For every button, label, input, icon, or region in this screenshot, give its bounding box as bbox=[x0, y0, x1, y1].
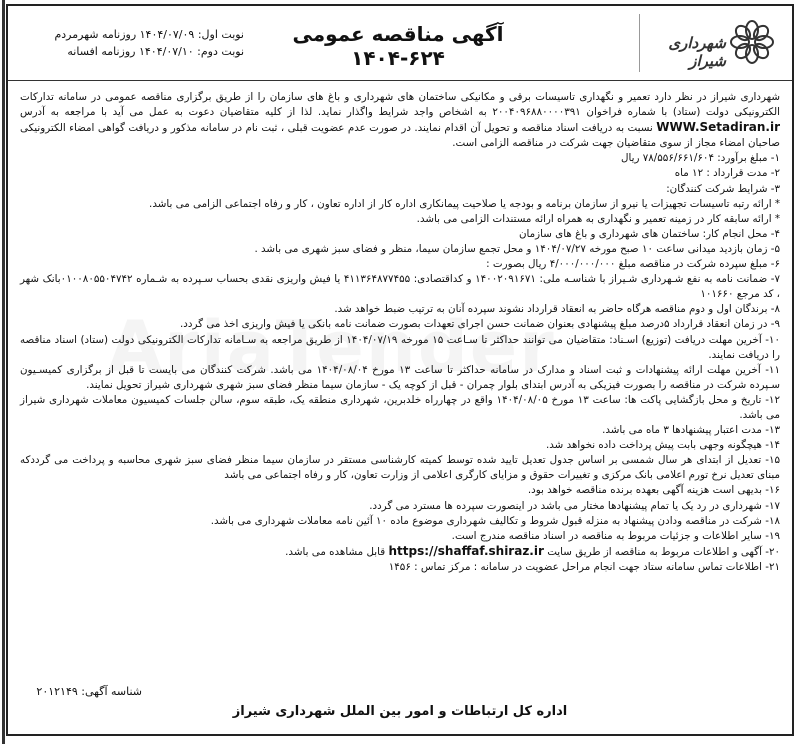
left-edge-rule bbox=[2, 0, 5, 744]
logo-text: شهرداری شیراز bbox=[668, 34, 726, 70]
item-17: ۱۷- شهرداری در رد یک یا تمام پیشنهادها مختار می باشد در اینصورت سپرده ها مسترد می گردد. bbox=[369, 499, 780, 512]
item-3: ۳- شرایط شرکت کنندگان: bbox=[666, 182, 780, 195]
notice-body bbox=[20, 90, 780, 575]
setadiran-link[interactable]: WWW.Setadiran.ir bbox=[656, 120, 780, 135]
item-9: ۹- در زمان انعقاد قرارداد ۵درصد مبلغ پیشنهادی بعنوان ضمانت حسن اجرای تعهدات بصورت ضمانت نامه بانکی یا فیش واریزی اخذ می گردد. bbox=[180, 318, 780, 331]
item-19: ۱۹- سایر اطلاعات و جزئیات مربوط به مناقصه در اسناد مناقصه مندرج است. bbox=[451, 529, 780, 542]
item-15: ۱۵- تعدیل از ابتدای هر سال شمسی بر اساس جدول تعدیل تایید شده توسط کمیته کارشناسی مستقر در سازمان سیما منظر فضای سبز شهری محاسبه و پرداخت می گرددکه مبنای تعدیل نرخ تورم اعلامی بانک مرکزی و تغییرات حقوق و مزایای کارگری اعلامی از وزارت تعاون، کار و رفاه اجتماعی می باشد bbox=[20, 454, 780, 482]
intro-paragraph: شهرداری شیراز در نظر دارد تعمیر و نگهداری تاسیسات برقی و مکانیکی ساختمان های شهرداری و باغ های سازمان را از طریق برگزاری مناقصه عمومی در سامانه تدارکات الکترونیکی دولت (ستاد) با شماره فراخوان ۲۰۰۴۰۹۶۸۸۰۰۰۰۳۹۱ به اشخاص واجد شرایط واگذار نماید. لذا از کلیه متقاضیان دعوت به عمل می آید با مراجعه به آدرس WWW.Setadiran.ir نسبت به دریافت اسناد مناقصه و تحویل آن اقدام نمایند. در صورت عدم عضویت قبلی ، ثبت نام در سامانه مذکور و دریافت گواهی امضاء الکترونیکی صاحبان امضاء مجاز از سوی متقاضیان جهت شرکت در مناقصه الزامی است. bbox=[20, 91, 780, 150]
shiraz-municipality-logo bbox=[639, 14, 780, 72]
item-21: ۲۱- اطلاعات تماس سامانه ستاد جهت انجام مراحل عضویت در سامانه : مرکز تماس : ۱۴۵۶ bbox=[388, 560, 780, 573]
item-6: ۶- مبلغ سپرده شرکت در مناقصه مبلغ ۴/۰۰۰/۰۰۰/۰۰۰ ریال بصورت : bbox=[486, 258, 780, 271]
item-4: ۴- محل انجام کار: ساختمان های شهرداری و باغ های سازمان bbox=[518, 227, 780, 240]
item-2: ۲- مدت قرارداد : ۱۲ ماه bbox=[674, 167, 780, 180]
item-14: ۱۴- هیچگونه وجهی بابت پیش پرداخت داده نخواهد شد. bbox=[545, 439, 780, 452]
item-11: ۱۱- آخرین مهلت ارائه پیشنهادات و ثبت اسناد و مدارک در سامانه حداکثر تا ساعت ۱۳ مورخ ۱۴۰۴/۰۸/۰۴ می باشد. شرکت کنندگان می بایست تا قبل از برگزاری کمیسـیون سـپرده شرکت در مناقصه را بصورت فیزیکی به آدرس ابتدای بلوار چمران - قبل از کوچه یک - سازمان سیما منظر فضای سبز شهری شهرداری شیراز تحویل نمایند. bbox=[20, 363, 780, 391]
item-12: ۱۲- تاریخ و محل بازگشایی پاکت ها: ساعت ۱۳ مورخ ۱۴۰۴/۰۸/۰۵ واقع در چهارراه خلدبرین، شهرداری منطقه یک، طبقه سوم، سالن جلسات کمیسیون معاملات شهرداری شیراز می باشد. bbox=[20, 393, 780, 421]
item-20: ۲۰- آگهی و اطلاعات مربوط به مناقصه از طریق سایت https://shaffaf.shiraz.ir قابل مشاهده می باشد. bbox=[285, 543, 780, 558]
item-8: ۸- برندگان اول و دوم مناقصه هرگاه حاضر به انعقاد قرارداد نشوند سپرده آنان به ترتیب ضبط خواهد شد. bbox=[334, 303, 780, 316]
notice-title: آگهی مناقصه عمومی ۶۲۴-۱۴۰۴ bbox=[292, 22, 504, 70]
item-7: ۷- ضمانت نامه به نفع شـهرداری شـیراز با شناسـه ملی: ۱۴۰۰۲۰۹۱۶۷۱ و کداقتصادی: ۴۱۱۳۶۴۸۷۷۴۵۵ یا فیش واریزی نقدی بحساب سـپرده به شـماره ۰۱۰۰۸۰۵۵۰۴۷۴۲بانک شهر ، کد مرجع ۱۰۱۶۶۰ bbox=[20, 273, 781, 301]
item-10: ۱۰- آخرین مهلت دریافت (توزیع) اسـناد: متقاضیان می توانند حداکثر تا سـاعت ۱۵ مورخه ۱۴۰۴/۰۷/۱۹ از طریق مراجعه به سـامانه تدارکات الکترونیکی دولت (ستاد) اسناد مناقصه را دریافت نمایند. bbox=[20, 333, 780, 361]
item-13: ۱۳- مدت اعتبار پیشنهادها ۳ ماه می باشد. bbox=[602, 424, 780, 437]
item-3a: * ارائه رتبه تاسیسات تجهیزات یا نیرو از سازمان برنامه و بودجه یا صلاحیت پیمانکاری اداره کار از اداره تعاون ، کار و رفاه اجتماعی الزامی می باشد. bbox=[149, 197, 780, 210]
tender-notice bbox=[6, 4, 794, 736]
item-5: ۵- زمان بازدید میدانی ساعت ۱۰ صبح مورخه ۱۴۰۴/۰۷/۲۷ و محل تجمع سازمان سیما، منظر و فضای سبز شهری می باشد . bbox=[254, 242, 780, 255]
publication-first: نوبت اول: ۱۴۰۴/۰۷/۰۹ روزنامه شهرمردم bbox=[54, 28, 244, 41]
item-16: ۱۶- بدیهی است هزینه آگهی بعهده برنده مناقصه خواهد بود. bbox=[527, 484, 780, 497]
item-3b: * ارائه سابقه کار در زمینه تعمیر و نگهداری به همراه ارائه مستندات الزامی می باشد. bbox=[416, 212, 780, 225]
footer-issuer: اداره کل ارتباطات و امور بین الملل شهرداری شیراز bbox=[232, 704, 568, 719]
publication-dates bbox=[24, 26, 244, 60]
notice-header bbox=[8, 6, 792, 81]
ad-id: شناسه آگهی: ۲۰۱۲۱۴۹ bbox=[36, 685, 142, 698]
item-1: ۱- مبلغ برآورد: ۷۸/۵۵۶/۶۶۱/۶۰۴ ریال bbox=[621, 152, 780, 165]
item-18: ۱۸- شرکت در مناقصه ودادن پیشنهاد به منزله قبول شروط و تکالیف شهرداری موضوع ماده ۱۰ آئین نامه معاملات شهرداری می باشد. bbox=[210, 514, 780, 527]
publication-second: نوبت دوم: ۱۴۰۴/۰۷/۱۰ روزنامه افسانه bbox=[67, 45, 244, 58]
flower-logo-icon bbox=[730, 20, 774, 64]
shaffaf-link[interactable]: https://shaffaf.shiraz.ir bbox=[388, 543, 544, 558]
